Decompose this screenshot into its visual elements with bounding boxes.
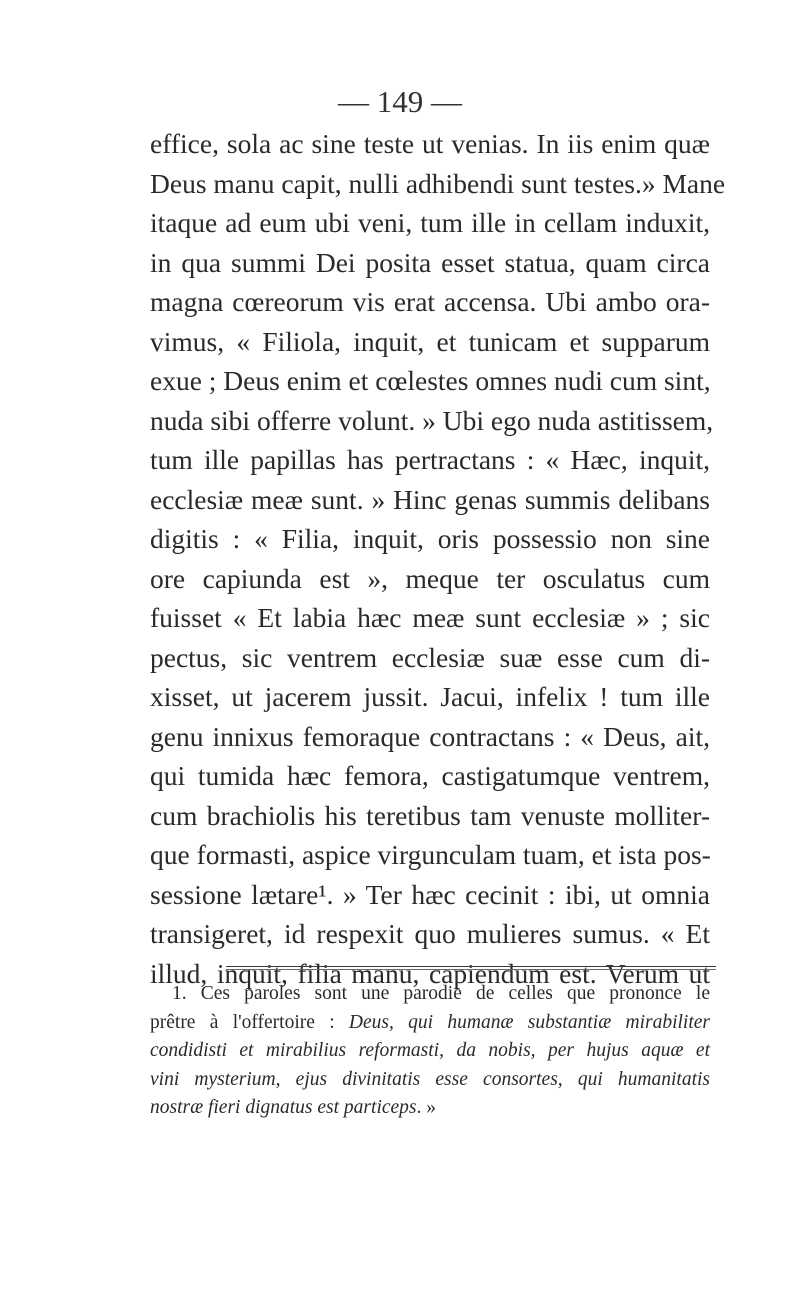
text-line: pectus, sic ventrem ecclesiæ suæ esse cum di-: [150, 641, 710, 673]
main-text-block: [150, 124, 726, 993]
text-line: itaque ad eum ubi veni, tum ille in cellam induxit,: [150, 207, 710, 238]
text-line: ecclesiæ meæ sunt. » Hinc genas summis delibans: [150, 483, 710, 515]
text-line: in qua summi Dei posita esset statua, quam circa: [150, 246, 710, 278]
text-line: xisset, ut jacerem jussit. Jacui, infelix ! tum ille: [150, 681, 710, 712]
footnote-text: 1. Ces paroles sont une parodie de celles que prononce le: [172, 983, 710, 1004]
page-number: — 149 —: [338, 84, 462, 119]
text-line: vimus, « Filiola, inquit, et tunicam et supparum: [150, 325, 710, 357]
text-line: cum brachiolis his teretibus tam venuste molliter-: [150, 799, 710, 831]
text-line: sessione lætare¹. » Ter hæc cecinit : ibi, ut omnia: [150, 878, 710, 910]
text-line: tum ille papillas has pertractans : « Hæc, inquit,: [150, 444, 710, 475]
text-line: transigeret, id respexit quo mulieres sumus. « Et: [150, 918, 710, 949]
footnote-latin-quote: vini mysterium, ejus divinitatis esse consortes, qui humanitatis: [150, 1068, 710, 1090]
text-line: qui tumida hæc femora, castigatumque ventrem,: [150, 760, 710, 791]
footnote-line: [150, 1094, 710, 1123]
footnote-text: . »: [416, 1097, 437, 1119]
footnote-latin-quote: nostræ fieri dignatus est particeps: [150, 1097, 417, 1119]
footnote-separator-rule: [226, 966, 716, 967]
text-line: digitis : « Filia, inquit, oris possessio non sine: [150, 523, 710, 554]
footnote-latin-quote: condidisti et mirabilius reformasti, da nobis, per hujus aquæ et: [150, 1040, 710, 1062]
text-line: exue ; Deus enim et cœlestes omnes nudi cum sint,: [150, 365, 711, 396]
text-line: nuda sibi offerre volunt. » Ubi ego nuda astitissem,: [150, 404, 714, 436]
text-line: illud, inquit, filia manu, capiendum est. Verum ut: [150, 957, 710, 989]
text-line: que formasti, aspice virgunculam tuam, et ista pos-: [150, 839, 711, 870]
text-line: magna cœreorum vis erat accensa. Ubi ambo ora-: [150, 286, 710, 317]
footnote-latin-quote: Deus, qui humanæ substantiæ mirabiliter: [348, 1011, 710, 1033]
text-line: genu innixus femoraque contractans : « Deus, ait,: [150, 720, 710, 752]
footnote-line: [150, 1009, 710, 1038]
text-line: Deus manu capit, nulli adhibendi sunt testes.» Mane: [150, 167, 726, 199]
footnote: [150, 980, 710, 1123]
text-line: fuisset « Et labia hæc meæ sunt ecclesiæ » ; sic: [150, 602, 710, 633]
text-line: ore capiunda est », meque ter osculatus cum: [150, 562, 710, 594]
footnote-line: [150, 980, 710, 1009]
footnote-text: prêtre à l'offertoire :: [150, 1011, 349, 1033]
text-line: effice, sola ac sine teste ut venias. In iis enim quæ: [150, 128, 710, 159]
